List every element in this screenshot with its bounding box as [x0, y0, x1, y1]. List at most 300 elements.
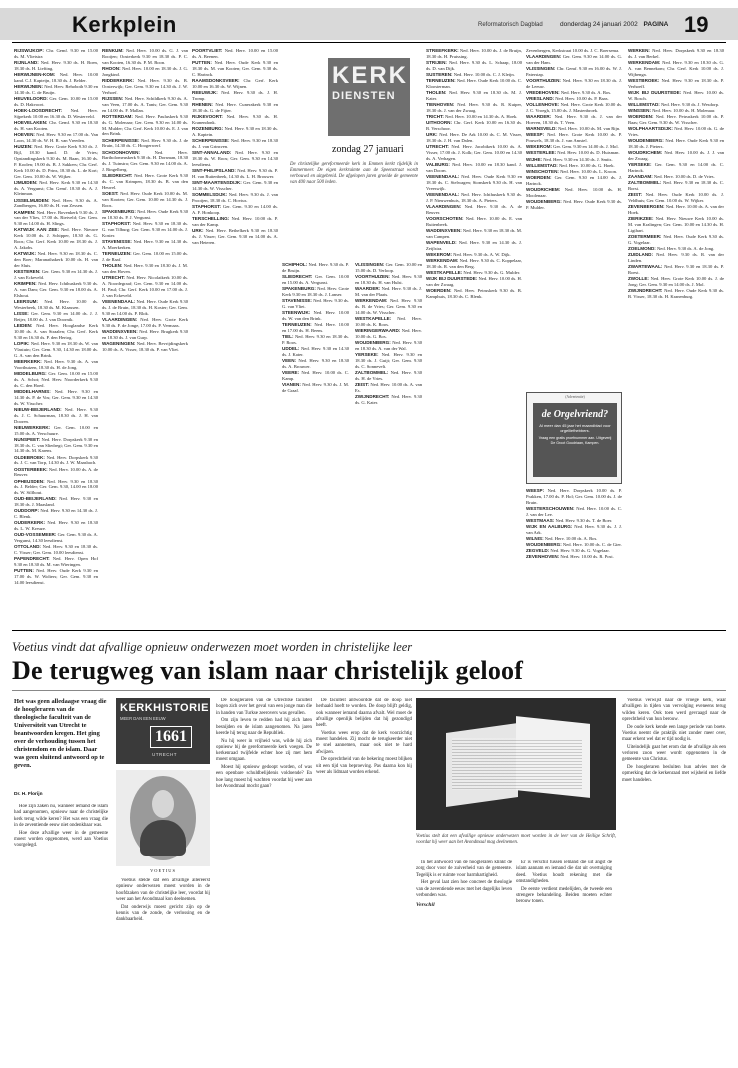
- listing-place: URK:: [426, 132, 438, 138]
- listing-entry: [282, 334, 349, 346]
- listing-place: SCHERPENISSE:: [192, 137, 230, 143]
- listing-place: OUDDORP:: [14, 508, 40, 514]
- listing-entry: [355, 370, 422, 382]
- listing-place: OUDERKERK:: [14, 520, 46, 526]
- listing-text: Ger. Gem. 9.30 en 14.30 ds. J. J. van Eckeveld.: [14, 269, 98, 281]
- listing-place: ZAANDAM:: [628, 174, 653, 180]
- listing-entry: [526, 78, 622, 90]
- listing-text: Ned. Herv. 9.30 en 18.30 ds. M. J. Kater.: [426, 90, 522, 101]
- listing-entry: [526, 90, 622, 96]
- listing-place: NIEUW-BEIJERLAND:: [14, 406, 62, 412]
- listing-place: TRICHT:: [426, 114, 444, 120]
- listing-place: SOMMELSDIJK:: [192, 191, 228, 197]
- listing-text: Ned. Herv. Oude Kerk 9.30 ds. G. Vogelaar.: [628, 234, 724, 245]
- listing-place: ZWIJNDRECHT:: [355, 393, 390, 399]
- listing-entry: [192, 216, 278, 228]
- listing-column-5: [526, 48, 622, 388]
- listing-place: ZUIDLAND:: [628, 252, 654, 258]
- listing-text: Ned. Herv. 9.30 en 18.30 ds. J. Guijt; Ger. Gem. 9.30 ds. C. Sonnevelt.: [355, 351, 422, 369]
- kerkhistorie-title: KERKHISTORIE: [120, 702, 209, 714]
- listing-text: Ned. Herv. Oude Kerk 9.30 en 18.30 ds. P. J. Vergunst.: [102, 209, 188, 221]
- listing-text: Ned. Herv. 9.30 ds. J. H. Tromp.: [192, 89, 278, 101]
- listing-column-2: [102, 48, 188, 628]
- listing-entry: [14, 371, 98, 389]
- listing-text: Ned. Herv. 10.00 en 18.30 ds. J. G. Jongkind.: [102, 65, 188, 77]
- portrait-robe: [140, 820, 186, 856]
- listing-text: Ned. Herv. Oude Kerk 10.00 ds. C. Kloosterman.: [426, 78, 522, 89]
- listing-place: WAARDER:: [526, 114, 552, 120]
- listing-entry: [14, 299, 98, 311]
- listing-entry: [282, 298, 349, 310]
- article-column-2: [116, 878, 210, 1060]
- listing-place: WIJK BIJ DUURSTEDE:: [426, 276, 478, 282]
- listing-place: RHENEN:: [192, 101, 213, 107]
- listing-text: Ned. Herv. Oude Kerk 9.30 en 18.30 ds. M. van Kooten; Ger. Gem. 9.30 ds. C. Harinck.: [192, 60, 278, 77]
- listing-place: UDDEL:: [282, 346, 300, 351]
- listing-place: ROZENBURG:: [192, 125, 224, 131]
- listing-entry: [14, 479, 98, 497]
- listing-place: IJSSELMUIDEN:: [14, 197, 50, 203]
- listing-text: Ned. Herv. 9.30 en 18.30 ds. J. Maasland.: [14, 496, 98, 508]
- listing-entry: [102, 173, 188, 191]
- listing-entry: [282, 322, 349, 334]
- listing-entry: [426, 174, 522, 192]
- listing-place: KRIMPEN:: [14, 281, 37, 287]
- listing-text: Ned. Herv. 9.30 en 18.30 ds. C. den Boer; Maranathakerk 10.00 ds. H. van der Sluis.: [14, 251, 98, 269]
- listing-place: VOORTHUIZEN:: [355, 274, 390, 279]
- listing-text: Ned. Herv. 10.00 ds. M. van Rijn.: [556, 126, 621, 132]
- listing-place: WEKEROM:: [426, 252, 453, 257]
- listing-place: WERKENDAM:: [355, 298, 388, 303]
- listing-entry: [426, 204, 522, 216]
- listing-entry: [14, 60, 98, 72]
- listing-place: VEENENDAAL:: [426, 192, 460, 197]
- listing-place: ZEVENHOVEN:: [526, 554, 560, 560]
- listing-entry: [628, 252, 724, 264]
- listing-place: VOLLENHOVE:: [526, 102, 560, 108]
- listing-column-1: [14, 48, 98, 628]
- listing-text: Ned. Herv. Grote Kerk 9.30 ds. C. van Krimpen, 18.30 ds. B. van den Heuvel.: [102, 173, 188, 191]
- listing-place: SOEST:: [102, 191, 119, 197]
- listing-place: ZWIJNDRECHT:: [628, 288, 663, 294]
- listing-place: RIDDERKERK:: [102, 77, 135, 83]
- listing-place: RAAMSDONKSVEER:: [192, 77, 240, 83]
- listing-place: WIJK BIJ DUURSTEDE:: [628, 89, 682, 95]
- listing-place: STAPHORST:: [102, 221, 132, 227]
- listing-place: ZEVENBERGEN:: [628, 204, 665, 210]
- listing-place: LEIDEN:: [14, 323, 33, 329]
- listing-text: Ned. Herv. 10.00 ds. C. J. van der Lee.: [526, 505, 622, 517]
- listing-entry: [102, 209, 188, 221]
- listing-entry: [14, 455, 98, 467]
- listing-place: TERNEUZEN:: [102, 251, 132, 257]
- listing-entry: [192, 114, 278, 126]
- listing-text: Ned. Herv. 10.00 ds. H. Moolenaar.: [526, 186, 622, 198]
- listing-text: Ned. Herv. Oude Kerk 9.30 ds. B. Visser, 18.30 ds. H. Kranenburg.: [628, 288, 724, 300]
- listing-text: Ned. Herv. 9.30 ds. H. Kranendonk.: [192, 113, 278, 125]
- listing-place: ZOELMOND:: [628, 246, 656, 252]
- listing-place: WOUDENBERG:: [526, 198, 562, 204]
- article-paragraph: De eerste verdient medelijden, de tweede een strengere behandeling. Beiden moeten echter berouw tonen.: [516, 886, 612, 905]
- article-paragraph: De hoogleraren van de Utrechtse faculteit bogen zich over het geval van een jonge man die in handen van Turkse zeerovers was gevallen.: [216, 698, 312, 716]
- listing-place: WEESP:: [526, 488, 545, 493]
- listing-entry: [14, 198, 98, 210]
- header-rule: [12, 42, 726, 43]
- listing-text: Ned. Herv. 9.30 ds. A. van Voorthuizen, 18.30 ds. H. de Jong.: [14, 358, 98, 370]
- listing-text: Ned. Herv. 10.00 ds. Westerbeek, 18.30 ds. M. Klaassen.: [14, 299, 98, 310]
- listing-text: Ned. Herv. Pauluskerk 9.30 ds. G. Molenaar; Ger. Gem. 9.30 en 14.00 ds. M. Mulder; Chr. Gerf. Kerk 10.00 ds. E. J. van den Brink.: [102, 113, 188, 137]
- listing-entry: [282, 262, 349, 274]
- listing-entry: [526, 488, 622, 506]
- listing-entry: [355, 316, 422, 328]
- article-paragraph: In het antwoord van de hoogleraren klinkt de zorg door voor de zuiverheid van de gemeente. Tegelijk is er ruimte voor barmhartigheid.: [416, 860, 512, 878]
- listing-place: THOLEN:: [426, 90, 447, 96]
- listing-place: OPHEUSDEN:: [14, 478, 45, 484]
- listing-text: Ned. Herv. Oude Kerk 10.00 ds. J. Veldhuis; Ger. Gem. 10.00 ds. W. Wijker.: [628, 192, 724, 204]
- listing-entry: [526, 187, 622, 199]
- listing-text: Ger. Gem. 9.30 en 14.00 ds. J. Harinck.: [526, 174, 622, 186]
- listing-entry: [426, 240, 522, 252]
- listing-place: WOLPHAARTSDIJK:: [628, 126, 673, 132]
- church-photo: [328, 58, 410, 136]
- listing-place: NIEUWERKERK:: [14, 424, 51, 430]
- listing-text: Ned. Herv. 10.00 ds. L. Kroon.: [558, 168, 618, 174]
- listing-entry: [426, 132, 522, 144]
- listing-entry: [426, 162, 522, 174]
- listing-entry: [526, 144, 622, 150]
- listing-entry: [355, 382, 422, 394]
- article-headline: De terugweg van islam naar christelijk geloof: [12, 656, 524, 685]
- listing-place: WESTKAPELLE:: [426, 270, 463, 276]
- listing-entry: [102, 263, 188, 275]
- listing-place: WINSSEN:: [628, 108, 651, 113]
- listing-text: Ned. Herv. 10.00 ds. E. van Ruitenbeek.: [426, 216, 522, 227]
- listing-text: Ned. Herv. 9.30 en 14.30 ds. J. Smits.: [542, 156, 613, 162]
- listing-text: Ned. Herv. 9.30 en 18.30 ds. P. Verhoeff.: [628, 77, 724, 89]
- listing-text: Ned. Herv. 9.30 en 18.30 ds. J. de Leeuw.: [526, 78, 622, 89]
- listing-entry: [426, 144, 522, 162]
- listing-entry: [14, 568, 98, 586]
- listing-place: IJMUIDEN:: [14, 179, 38, 185]
- listing-text: Ned. Herv. Grote Kerk 10.00 ds. P. Pouwels, 18.30 ds. J. van Amstel.: [526, 132, 622, 144]
- listing-place: TERNEUZEN:: [426, 78, 456, 84]
- listing-text: Ned. Herv. Bovenkerk 9.30 ds. J. van der Vlies, 17.00 ds. Rietveld; Ger. Gem. 9.30 en 14.00 ds. H. Slings.: [14, 209, 98, 227]
- listing-text: Ned. Herv. 9.30 en 18.30 ds. H. van Hulst.: [355, 274, 422, 285]
- listing-entry: [102, 317, 188, 329]
- listing-place: SCHERPENISSE:: [102, 137, 140, 143]
- listing-text: Ned. Herv. 9.30 en 18.30 ds. P. Roos.: [282, 334, 349, 345]
- listing-text: Ned. Herv. 10.00 ds. G. J. van Rooijen; Oosterkerk 9.30 en 18.30 ds. P. C. van Kooten, 16.30 ds. P. M. Boon.: [102, 48, 188, 65]
- listing-place: PUTTEN:: [14, 568, 34, 574]
- listing-place: STAPHORST:: [192, 203, 222, 209]
- listing-entry: [628, 204, 724, 216]
- listing-place: WESTERLEE:: [526, 150, 557, 156]
- open-bible-photo: [416, 698, 616, 830]
- listing-entry: [14, 425, 98, 437]
- article-paragraph: Voetius verwijst naar de vroege kerk, waar afvalligen in tijden van vervolging eveneens terug wilden keren. Ook toen werd gevraagd naar de oprechtheid van hun berouw.: [622, 698, 726, 722]
- listing-entry: [282, 346, 349, 358]
- article-paragraph: Hoe deze afvallige weer in de gemeente moest worden opgenomen, werd aan Voetius voorgelegd.: [14, 830, 108, 849]
- listing-place: VIANEN:: [282, 382, 301, 387]
- listing-text: Ned. Herv. Schildkerk 9.30 ds. A. van Veen, 17.00 ds. A. Tanis; Ger. Gem. 9.30 en 14.00 ds. F. Mallan.: [102, 95, 188, 113]
- listing-entry: [14, 84, 98, 96]
- listing-place: SCHIPHOL:: [282, 262, 308, 267]
- listing-entry: [426, 78, 522, 90]
- listing-entry: [628, 150, 724, 162]
- listing-entry: [14, 323, 98, 341]
- listing-entry: [14, 359, 98, 371]
- listing-text: Ned. Herv. 9.30 ds. G. Vogelaar.: [549, 548, 610, 554]
- ad-subtitle: Al meer dan 45 jaar het maandblad voor orgelliefhebbers.: [539, 423, 611, 433]
- listing-text: Ned. Herv. Sijpekerk 10.00 en 16.30 ds. D. Westerveld.: [14, 108, 98, 119]
- article-paragraph: De faculteit antwoordde dat de doop niet herhaald hoeft te worden. De doop blijft geldig, ook wanneer iemand daarna afvalt. Wel moet de afvallige openlijk belijden dat hij gezondigd heeft.: [316, 698, 412, 729]
- section-divider: [12, 630, 726, 631]
- listing-entry: [192, 228, 278, 246]
- listing-entry: [102, 96, 188, 114]
- diensten-word: DIENSTEN: [332, 90, 396, 102]
- listing-entry: [102, 341, 188, 353]
- listing-place: MEERKERK:: [14, 358, 42, 364]
- article-paragraph: Dat onderwijs moest gericht zijn op de kennis van de zonde, de verlossing en de dankbaarheid.: [116, 904, 210, 923]
- listing-text: Ned. Herv. 9.30 ds. J. Wesdorp.: [659, 101, 720, 107]
- listing-place: HERWIJNEN:: [14, 84, 44, 89]
- listing-text: Ned. Herv. 9.30 ds. J. M. de Graaf.: [282, 382, 349, 393]
- listing-place: VOORSCHOTEN:: [426, 216, 464, 221]
- listing-entry: [628, 108, 724, 114]
- listing-place: WADDINXVEEN:: [102, 328, 138, 334]
- listing-entry: [426, 60, 522, 72]
- listing-text: Ned. Herv. 9.30 ds. R. van der Linden.: [628, 252, 724, 264]
- listing-text: Ned. Herv. 9.30 ds. A. Bos.: [559, 90, 612, 96]
- listing-place: WESTKAPELLE:: [355, 315, 392, 321]
- listing-place: VEEN:: [282, 358, 297, 363]
- listing-entry: [526, 175, 622, 187]
- article-byline: Dr. H. Florijn: [14, 792, 43, 797]
- listing-text: Ned. Herv. 10.00 ds. J. de Bruijn, 18.30 ds. H. Pruissing.: [426, 48, 522, 59]
- listing-place: KAMPEN:: [14, 209, 36, 215]
- listing-text: Ned. Herv. Brugkerk 9.30 en 18.30 ds. J. van Gurp.: [102, 328, 188, 340]
- listing-place: PAPENDRECHT:: [14, 556, 50, 562]
- listing-column-5b: [526, 488, 622, 628]
- listing-entry: [526, 132, 622, 144]
- listing-place: HEUVELOORD:: [14, 96, 48, 101]
- listing-entry: [628, 180, 724, 192]
- listing-place: SINT-ANNALAND:: [192, 149, 232, 155]
- listing-place: STEENWIJK:: [282, 310, 311, 315]
- listing-text: Ned. Herv. 9.30 ds. B. de Vries; Ger. Gem. 9.30 en 14.00 ds. W. Visscher.: [355, 298, 422, 315]
- listing-text: Ned. Herv. 9.30 en 18.30 ds. A. van der Wal.: [355, 339, 422, 351]
- listing-place: WAGENINGEN:: [102, 340, 136, 346]
- listing-place: VALBURG:: [426, 162, 450, 168]
- listing-place: KESTEREN:: [14, 269, 41, 275]
- listing-place: OUD-BEIJERLAND:: [14, 496, 57, 502]
- listing-place: VOORTHUIZEN:: [526, 78, 561, 84]
- listing-place: STREEFKERK:: [426, 48, 459, 53]
- listing-text: Ned. Herv. 10.00 ds. W. Bosch.: [628, 89, 724, 101]
- listing-text: Ned. Herv. Oude Kerk 10.00 ds. M. van Kooten; Ger. Gem. 10.00 en 14.30 ds. J. Roos.: [102, 191, 188, 209]
- listing-place: MIDDELHARNIS:: [14, 388, 51, 394]
- listing-entry: [526, 199, 622, 211]
- listing-place: WAARDER:: [355, 286, 381, 291]
- listing-text: Ger. Gem. 9.30 en 14.00 ds. J. Mol.: [552, 144, 619, 150]
- listing-text: Ned. Herv. 10.00 ds. A. van der Hoek.: [628, 204, 724, 216]
- listing-text: Ned. Herv. Oude Kerk 9.30 en 18.30 ds. C. Stelwagen; Sionskerk 9.30 ds. H. van Vreeswijk.: [426, 174, 522, 191]
- listing-entry: [14, 532, 98, 544]
- listing-place: WESTBROEK:: [628, 77, 660, 83]
- listing-text: Chr. Gemf. 9.30 en 15.00 ds. M. Vlietstra: [14, 48, 98, 59]
- listing-text: Ned. Herv. Petruskerk 10.00 ds. P. Baas; Ger. Gem. 9.30 ds. W. Visscher.: [628, 114, 724, 125]
- listing-entry: [282, 274, 349, 286]
- listing-place: OTTOLAND:: [14, 544, 41, 550]
- listing-entry: [14, 269, 98, 281]
- listing-place: STAVENISSE:: [282, 298, 312, 303]
- listing-place: UTRECHT:: [102, 275, 125, 281]
- listing-place: VLAARDINGEN:: [102, 316, 138, 322]
- article-column-5: [416, 860, 512, 1060]
- listing-text: Ned. Herv. 9.30 en 17.00 ds. Van Loon, 14.30 ds. W. H. R. van Vreeden.: [14, 132, 98, 143]
- listing-place: REEUWIJK:: [192, 89, 218, 95]
- listing-entry: [526, 48, 622, 54]
- listing-text: Ned. Herv. 9.30 en 18.30 ds. J. M. van den Hoven.: [102, 263, 188, 274]
- listing-entry: [526, 524, 622, 536]
- listing-entry: [628, 60, 724, 78]
- listing-entry: [526, 554, 622, 560]
- listing-place: OUD-VOSSEMEER:: [14, 532, 57, 538]
- listing-text: Ned. Herv. 10.00 en 18.30 kand. J. van Doorn.: [426, 162, 522, 173]
- listing-place: WARNSVELD:: [526, 126, 557, 132]
- listing-text: Ned. Herv. 10.00 en 17.00 ds. H. Beens.: [282, 322, 349, 333]
- listing-entry: [426, 258, 522, 270]
- listing-text: Ned. Herv. 9.30 en 18.30 ds. W. Roos; Ger. Gem. 9.30 en 14.30 leesdienst.: [192, 149, 278, 167]
- listing-place: WERKEN:: [628, 48, 650, 53]
- listing-place: WOUDENBERG:: [526, 542, 562, 548]
- kerkhistorie-place: UTRECHT: [152, 752, 177, 757]
- listing-place: VLAARDINGEN:: [526, 54, 562, 60]
- listing-place: ZOETERMEER:: [628, 234, 662, 240]
- listing-entry: [14, 132, 98, 144]
- listing-place: SLIEDRECHT:: [102, 173, 133, 179]
- listing-text: Ned. Herv. Dorpskerk 9.30 en 18.30 ds. C. van Sliedregt; Ger. Gem. 9.30 en 14.30 ds. M. Karens.: [14, 436, 98, 454]
- orgelvriend-ad[interactable]: [526, 392, 622, 484]
- listing-entry: [426, 90, 522, 102]
- listing-place: TERSCHELLING:: [192, 215, 230, 221]
- listing-text: Ned. Herv. Grote Kerk 10.00 ds. J. C. Vroegh, 15.00 ds. J. Mastenbroek.: [526, 102, 622, 114]
- listing-entry: [355, 262, 422, 274]
- listing-entry: [14, 210, 98, 228]
- listing-text: Ned. Herv. 9.30 en 18.30 ds. P. Roest.: [628, 264, 724, 276]
- listing-entry: [426, 102, 522, 114]
- listing-place: WOUDRICHEM:: [628, 150, 663, 156]
- listing-text: Ned. Herv. 9.30 en 18.30 ds. L. W. Kreuze.: [14, 520, 98, 532]
- listing-entry: [628, 126, 724, 138]
- listing-text: Ned. Herv. 9.30 en 18.30 ds. G. van Tilburg; Ger. Gem. 9.30 en 14.00 ds. J. Koster.: [102, 221, 188, 238]
- listing-text: Chr. Gerf. Kerk 10.00 en 16.30 ds. W. Wijnen.: [192, 77, 278, 89]
- listing-entry: [526, 518, 622, 524]
- listing-place: LEERSUM:: [14, 299, 38, 305]
- listing-text: Ned. Herv. 9.30 ds. J. de Bruin, 14.30 ds. C. Hoogerwerf.: [102, 137, 188, 149]
- listing-entry: [628, 174, 724, 180]
- listing-place: HUIZEN:: [14, 144, 33, 149]
- listing-text: Ned. Herv. Oude Kerk 9.30 ds. P. Mulder.: [526, 198, 622, 210]
- listing-place: THOLEN:: [102, 263, 123, 269]
- listing-place: SINT-MAARTENSDIJK:: [192, 179, 242, 185]
- article-paragraph: Hoe zijn zaken nu, wanneer iemand de islam had aangenomen, opnieuw naar de christelijke kerk terug wilde keren? Het was een vraag die in de zeventiende eeuw niet ondenkbaar was.: [14, 804, 108, 828]
- listing-place: WOUDRICHEM:: [526, 186, 561, 192]
- listing-text: Ned. Herv. 10.00 ds. D. Huisman.: [556, 150, 620, 156]
- date-text: donderdag 24 januari 2002: [560, 21, 638, 28]
- listing-place: WEKEROM:: [526, 144, 553, 150]
- listing-text: Ned. Herv. 10.00 ds. A. Bos.: [543, 536, 598, 541]
- listing-place: HOEVELAKEN:: [14, 120, 48, 125]
- listing-entry: [526, 169, 622, 175]
- listing-text: Ned. Herv. 10.00 ds. K. Roos.: [355, 315, 422, 327]
- article-column-7: [622, 698, 726, 1060]
- listing-text: Ned. Herv. Oude Kerk 9.30 ds. J. de Bruin, 18.30 ds. H. Koster; Ger. Gem. 9.30 en 14.00 ds. P. Blok.: [102, 298, 188, 316]
- listing-text: Ned. Herv. 9.30 en 14.30 ds. A. Moerkerken.: [102, 239, 188, 250]
- listing-text: Ned. Herv. 9.30 ds. G. van Vliet.: [282, 298, 349, 309]
- listing-entry: [102, 251, 188, 263]
- listing-text: Ned. Herv. 9.30 ds. A. W. Dijk.: [452, 252, 511, 257]
- listing-place: SUSTEREN:: [426, 72, 453, 77]
- listing-entry: [355, 286, 422, 298]
- kerk-word: KERK: [332, 62, 409, 89]
- listing-place: STRIJEN:: [426, 60, 447, 65]
- listing-entry: [282, 370, 349, 382]
- listing-entry: [14, 437, 98, 455]
- listing-text: Ned. Herv. 10.00 ds. R. Post.: [559, 554, 614, 560]
- listing-text: Ned. Herv. 9.30 ds. H. de Vries.: [355, 369, 422, 381]
- listing-entry: [526, 54, 622, 66]
- listing-entry: [355, 298, 422, 316]
- listing-place: WILLEMSTAD:: [628, 101, 660, 107]
- listing-entry: [526, 506, 622, 518]
- listing-text: Ned. Herv. 9.30 ds. B. Oosterwijk; Ger. Gem. 9.30 en 14.30 ds. J. W. Verhoef.: [102, 77, 188, 95]
- listing-place: ZEIST:: [355, 381, 370, 387]
- headline-rule: [12, 690, 726, 691]
- listing-place: WERKENDAM:: [426, 258, 459, 264]
- article-column-6: [516, 860, 612, 1060]
- listing-entry: [526, 96, 622, 102]
- listing-entry: [628, 78, 724, 90]
- article-paragraph: De oude kerk kende een lange periode van boete. Voetius neemt die praktijk niet zonder meer over, maar erkent wel dat er tijd nodig is.: [622, 724, 726, 743]
- listing-place: VEERE:: [282, 370, 300, 375]
- listing-entry: [192, 180, 278, 192]
- listing-entry: [102, 150, 188, 174]
- listing-entry: [14, 48, 98, 60]
- listing-entry: [526, 114, 622, 126]
- listing-text: Ned. Herv. Dorpskerk 10.00 ds. P. Prakken, 17.00 ds. P. Hol; Ger. Gem. 10.00 ds. J. de Bruin.: [526, 488, 622, 505]
- listing-text: Zevenbergen, Kerkstraat 10.00 ds. J. C. Boersema.: [526, 48, 620, 53]
- listing-text: Ned. Herv. Jacobikerk 10.00 ds. A. Visser, 17.00 ds. J. Kolk; Ger. Gem. 10.00 en 14.30 ds. A. Verhagen.: [426, 144, 522, 161]
- listing-entry: [426, 270, 522, 276]
- article-paragraph: De oprechtheid van de bekering moest blijken uit een tijd van beproeving. Pas daarna kon hij weer als lidmaat worden erkend.: [316, 757, 412, 776]
- listing-place: WILNIS:: [526, 536, 544, 541]
- listing-place: SINT-PHILIPSLAND:: [192, 167, 236, 173]
- listing-entry: [526, 548, 622, 554]
- listing-place: WESTERSCHOUWEN:: [526, 505, 575, 511]
- listing-place: RIJSSEN:: [102, 95, 124, 101]
- photo-caption: De christelijke gereformeerde kerk in Emmen kerkt tijdelijk in Emmermeer. De eigen kerkruimte aan de Speenstraat wordt verbouwd en uitgebreid. De afgelopen jaren groeide de gemeente van 400 naar 500 leden.: [290, 162, 418, 185]
- listing-place: YERSEKE:: [355, 351, 379, 357]
- listing-place: ZEGVELD:: [526, 548, 550, 554]
- listing-entry: [526, 542, 622, 548]
- listing-entry: [355, 352, 422, 370]
- listing-place: VLISSINGEN:: [355, 262, 385, 267]
- listing-place: WILLEMSTAD:: [526, 162, 558, 168]
- article-paragraph: Voetius stelde dat een afvallige allereerst opnieuw onderwezen moest worden in de hoofdzaken van de christelijke leer, voordat hij weer aan het Avondmaal kon deelnemen.: [116, 878, 210, 902]
- listing-text: Ger. Gem. 9.30 en 14.00 ds. A. F. Honkoop.: [192, 203, 278, 215]
- listing-text: Ned. Herv. 9.30 ds. A. Zandbergen, 16.00 ds. H. van Zessen.: [14, 197, 98, 209]
